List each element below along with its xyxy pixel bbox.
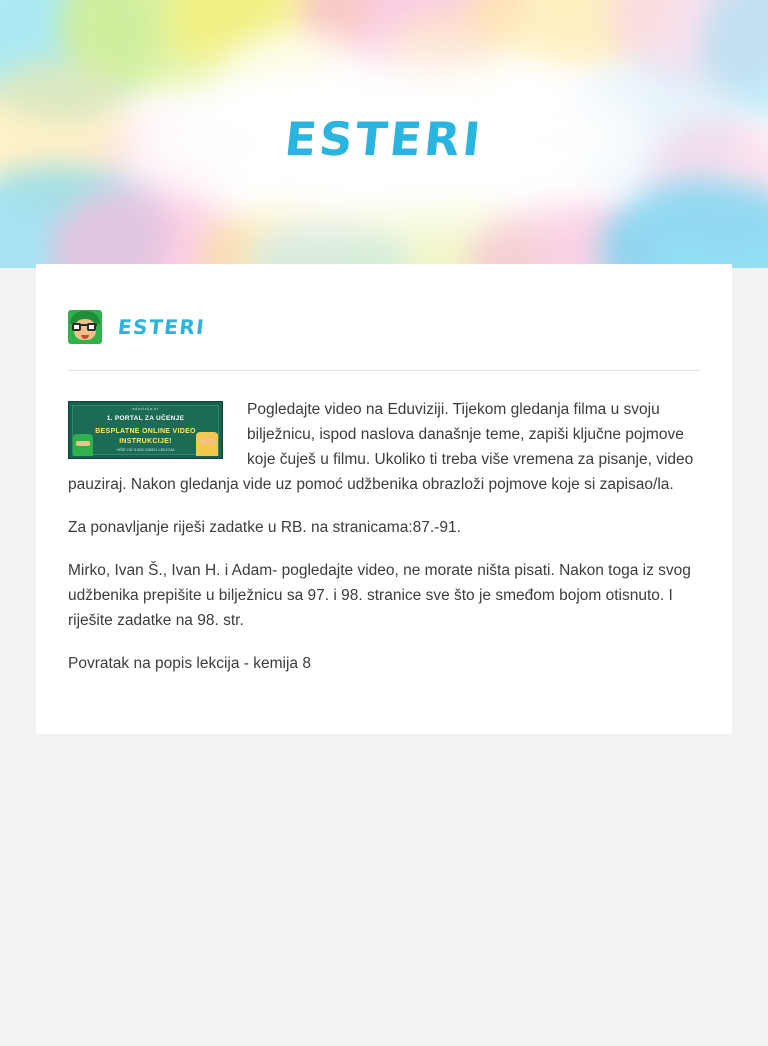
lesson-body [68,371,700,694]
thumbnail-character-right [196,432,218,456]
lesson-paragraph: Mirko, Ivan Š., Ivan H. i Adam- pogledajte video, ne morate ništa pisati. Nakon toga iz svog udžbenika prepišite u bilježnicu sa 97. i 98. stranice sve što je smeđom bojom otisnuto. I riješite zadatke na 98. str. [68,562,691,629]
thumbnail-brand: eduvizija.hr [132,406,159,411]
lesson-paragraph: Za ponavljanje riješi zadatke u RB. na stranicama:87.-91. [68,519,461,536]
thumbnail-line3: VIŠE OD 3 000 VIDEO LEKCIJA [116,447,175,452]
hero-banner [0,0,768,268]
page-title: ESTERI [282,112,486,166]
thumbnail-character-left [73,434,93,456]
thumbnail-line2: BESPLATNE ONLINE VIDEO INSTRUKCIJE! [95,428,196,445]
lesson-card [36,264,732,734]
thumbnail-line1: 1. PORTAL ZA UČENJE [106,415,185,422]
lesson-header [68,310,700,344]
back-to-lesson-list-link[interactable]: Povratak na popis lekcija - kemija 8 [68,655,311,672]
student-avatar-icon [68,310,102,344]
lesson-paragraph: Pogledajte video na Eduviziji. Tijekom gledanja filma u svoju bilježnicu, ispod naslova današnje teme, zapiši ključne pojmove koje čuješ u filmu. Ukoliko ti treba više vremena za pisanje, video pauziraj. Nakon gledanja vide uz pomoć udžbenika obrazloži pojmove koje si zapisao/la. [68,401,694,493]
lesson-title: ESTERI [116,315,207,339]
video-thumbnail[interactable] [68,401,223,459]
